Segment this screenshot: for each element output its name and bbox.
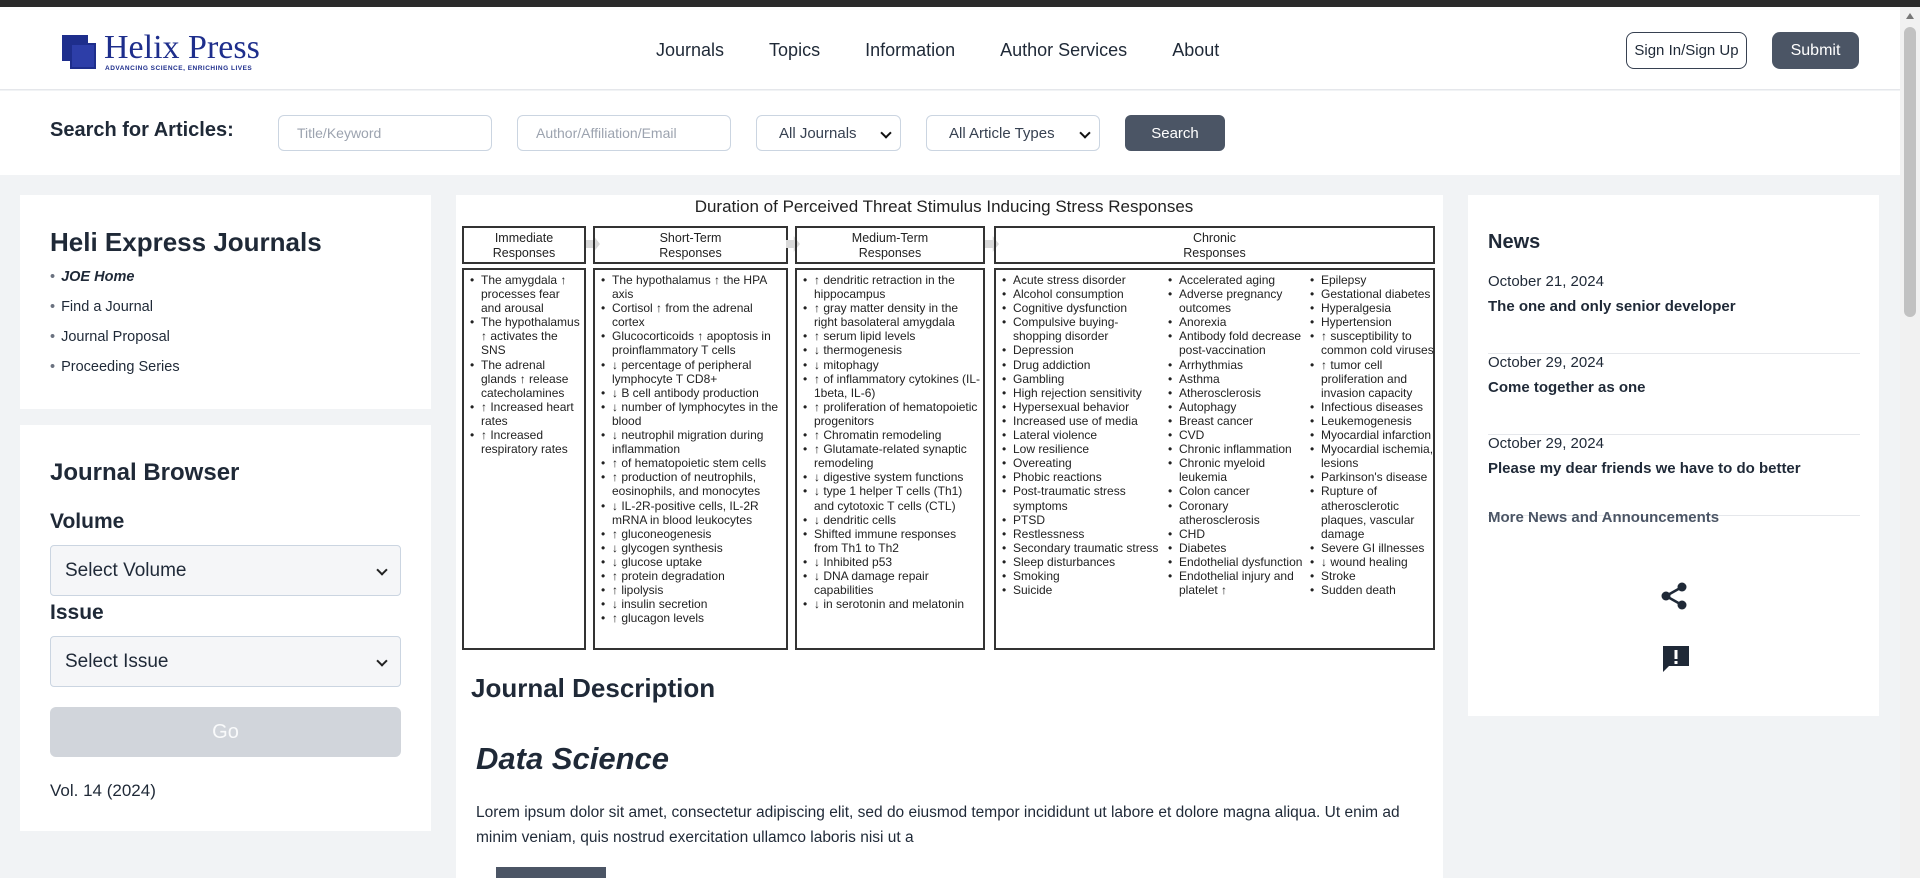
response-item: • Sudden death xyxy=(1306,583,1434,597)
chevron-down-icon xyxy=(376,655,387,666)
article-search-bar xyxy=(0,91,1900,175)
news-item[interactable] xyxy=(1488,435,1860,516)
response-item: • Colon cancer xyxy=(1164,484,1306,498)
response-item: • The amygdala ↑ processes fear and arousal xyxy=(466,273,582,315)
short-term-responses-box xyxy=(593,268,788,650)
response-item: • ↓ number of lymphocytes in the blood xyxy=(597,400,785,428)
response-item: • ↑ of inflammatory cytokines (IL-1beta, IL-6) xyxy=(799,372,983,400)
window-top-bar xyxy=(0,0,1920,7)
journals-select-value: All Journals xyxy=(779,124,857,142)
response-item: • Gestational diabetes xyxy=(1306,287,1434,301)
nav-topics[interactable]: Topics xyxy=(769,40,821,60)
logo-tagline: ADVANCING SCIENCE, ENRICHING LIVES xyxy=(105,65,253,72)
news-title: News xyxy=(1488,231,1541,253)
response-item: • Epilepsy xyxy=(1306,273,1434,287)
issue-select[interactable] xyxy=(50,636,401,687)
response-item: • ↑ dendritic retraction in the hippocampus xyxy=(799,273,983,301)
response-item: • ↑ of hematopoietic stem cells xyxy=(597,456,785,470)
response-item: • Severe GI illnesses xyxy=(1306,541,1434,555)
volume-select[interactable] xyxy=(50,545,401,596)
response-item: • CVD xyxy=(1164,428,1306,442)
response-item: • ↑ serum lipid levels xyxy=(799,329,983,343)
response-item: • ↑ lipolysis xyxy=(597,583,785,597)
keyword-input[interactable] xyxy=(278,115,492,151)
response-item: • ↑ Increased heart rates xyxy=(466,400,582,428)
response-item: • Stroke xyxy=(1306,569,1434,583)
response-item: • Breast cancer xyxy=(1164,414,1306,428)
issue-select-value: Select Issue xyxy=(65,650,169,672)
medium-term-responses-box xyxy=(795,268,985,650)
journals-title: Heli Express Journals xyxy=(50,227,322,257)
helix-press-logo[interactable] xyxy=(62,27,262,75)
article-types-select-value: All Article Types xyxy=(949,124,1055,142)
journal-link-find[interactable]: • Find a Journal xyxy=(50,299,153,315)
response-item: • The hypothalamus ↑ the HPA axis xyxy=(597,273,785,301)
response-item: • Adverse pregnancy outcomes xyxy=(1164,287,1306,315)
response-item: • ↓ percentage of peripheral lymphocyte T CD8+ xyxy=(597,358,785,386)
response-item: • PTSD xyxy=(998,513,1160,527)
search-button[interactable]: Search xyxy=(1125,115,1225,151)
response-item: • ↓ thermogenesis xyxy=(799,343,983,357)
news-date: October 21, 2024 xyxy=(1488,273,1604,290)
response-item: • ↑ Glutamate-related synaptic remodeling xyxy=(799,442,983,470)
response-item: • Drug addiction xyxy=(998,358,1160,372)
journal-browser-card xyxy=(20,425,431,831)
current-volume[interactable]: Vol. 14 (2024) xyxy=(50,781,156,800)
response-item: • Hypersexual behavior xyxy=(998,400,1160,414)
phase-immediate: Immediate Responses xyxy=(462,226,586,264)
response-item: • Myocardial infarction xyxy=(1306,428,1434,442)
news-item[interactable] xyxy=(1488,354,1860,435)
response-item: • ↑ glucagon levels xyxy=(597,611,785,625)
response-item: • Cognitive dysfunction xyxy=(998,301,1160,315)
response-item: • Hypertension xyxy=(1306,315,1434,329)
nav-about[interactable]: About xyxy=(1172,40,1220,60)
response-item: • Sleep disturbances xyxy=(998,555,1160,569)
response-item: • Endothelial injury and platelet ↑ xyxy=(1164,569,1306,597)
more-news-link[interactable]: More News and Announcements xyxy=(1488,509,1720,526)
response-item: • Glucocorticoids ↑ apoptosis in proinflammatory T cells xyxy=(597,329,785,357)
phase-short-term: Short-Term Responses xyxy=(593,226,788,264)
main-content xyxy=(456,195,1443,878)
share-icon[interactable] xyxy=(1658,580,1690,612)
response-item: • CHD xyxy=(1164,527,1306,541)
response-item: • Coronary atherosclerosis xyxy=(1164,499,1306,527)
scrollbar-thumb[interactable] xyxy=(1904,27,1916,317)
response-item: • Depression xyxy=(998,343,1160,357)
article-types-select[interactable] xyxy=(926,115,1100,151)
response-item: • ↑ Increased respiratory rates xyxy=(466,428,582,456)
journals-list xyxy=(50,267,180,387)
response-item: • Restlessness xyxy=(998,527,1160,541)
search-label: Search for Articles: xyxy=(50,119,234,141)
journal-link-proceedings[interactable]: • Proceeding Series xyxy=(50,359,180,375)
journal-link-proposal[interactable]: • Journal Proposal xyxy=(50,329,170,345)
response-item: • Acute stress disorder xyxy=(998,273,1160,287)
phase-chronic: Chronic Responses xyxy=(994,226,1435,264)
response-item: • Post-traumatic stress symptoms xyxy=(998,484,1160,512)
phase-medium-term: Medium-Term Responses xyxy=(795,226,985,264)
response-item: • The adrenal glands ↑ release catecholamines xyxy=(466,358,582,400)
response-item: • High rejection sensitivity xyxy=(998,386,1160,400)
response-item: • Hyperalgesia xyxy=(1306,301,1434,315)
volume-select-value: Select Volume xyxy=(65,559,187,581)
logo-mark-icon xyxy=(62,35,96,69)
journals-card xyxy=(20,195,431,409)
response-item: • Shifted immune responses from Th1 to Th2 xyxy=(799,527,983,555)
response-item: • Anorexia xyxy=(1164,315,1306,329)
response-item: • ↑ tumor cell proliferation and invasion capacity xyxy=(1306,358,1434,400)
response-item: • Accelerated aging xyxy=(1164,273,1306,287)
browser-title: Journal Browser xyxy=(50,459,240,486)
response-item: • Phobic reactions xyxy=(998,470,1160,484)
news-headline[interactable]: The one and only senior developer xyxy=(1488,298,1736,315)
response-item: • Lateral violence xyxy=(998,428,1160,442)
response-item: • Overeating xyxy=(998,456,1160,470)
response-item: • Chronic myeloid leukemia xyxy=(1164,456,1306,484)
response-item: • The hypothalamus ↑ activates the SNS xyxy=(466,315,582,357)
go-button[interactable]: Go xyxy=(50,707,401,757)
journal-link-home[interactable]: • JOE Home xyxy=(50,269,135,285)
news-date: October 29, 2024 xyxy=(1488,435,1604,452)
figure-title: Duration of Perceived Threat Stimulus Inducing Stress Responses xyxy=(694,197,1194,216)
response-item: • ↓ glucose uptake xyxy=(597,555,785,569)
response-item: • Asthma xyxy=(1164,372,1306,386)
response-item: • ↓ B cell antibody production xyxy=(597,386,785,400)
response-item: • Autophagy xyxy=(1164,400,1306,414)
nav-journals[interactable]: Journals xyxy=(656,40,725,60)
response-item: • Compulsive buying-shopping disorder xyxy=(998,315,1160,343)
response-item: • ↓ dendritic cells xyxy=(799,513,983,527)
response-item: • Rupture of atherosclerotic plaques, vascular damage xyxy=(1306,484,1434,540)
response-item: • Diabetes xyxy=(1164,541,1306,555)
news-item[interactable] xyxy=(1488,273,1860,354)
chevron-down-icon xyxy=(376,564,387,575)
response-item: • ↑ gluconeogenesis xyxy=(597,527,785,541)
feedback-report-icon[interactable] xyxy=(1660,643,1692,675)
response-item: • Alcohol consumption xyxy=(998,287,1160,301)
response-item: • ↓ mitophagy xyxy=(799,358,983,372)
scroll-up-icon[interactable] xyxy=(1906,13,1914,19)
chevron-down-icon xyxy=(880,127,891,138)
logo-name: Helix Press xyxy=(104,29,260,66)
immediate-responses-box xyxy=(462,268,586,650)
response-item: • Secondary traumatic stress xyxy=(998,541,1160,555)
response-item: • ↓ neutrophil migration during inflammation xyxy=(597,428,785,456)
response-item: • ↓ insulin secretion xyxy=(597,597,785,611)
journals-select[interactable] xyxy=(756,115,901,151)
response-item: • ↓ digestive system functions xyxy=(799,470,983,484)
response-item: • ↑ Chromatin remodeling xyxy=(799,428,983,442)
response-item: • Chronic inflammation xyxy=(1164,442,1306,456)
response-item: • ↓ Inhibited p53 xyxy=(799,555,983,569)
news-headline[interactable]: Come together as one xyxy=(1488,379,1646,396)
response-item: • ↑ susceptibility to common cold viruses xyxy=(1306,329,1434,357)
journal-description-heading: Journal Description xyxy=(471,673,716,703)
response-item: • ↑ production of neutrophils, eosinophils, and monocytes xyxy=(597,470,785,498)
response-item: • Increased use of media xyxy=(998,414,1160,428)
nav-author-services[interactable]: Author Services xyxy=(1000,40,1128,60)
journal-description-text: Lorem ipsum dolor sit amet, consectetur adipiscing elit, sed do eiusmod tempor incididunt ut labore et dolore magna aliqua. Ut enim ad minim veniam, quis nostrud exercitation ullamco laboris nisi ut a xyxy=(476,804,1400,846)
response-item: • ↓ wound healing xyxy=(1306,555,1434,569)
response-item: • Suicide xyxy=(998,583,1160,597)
response-item: • Gambling xyxy=(998,372,1160,386)
main-nav xyxy=(656,40,1264,61)
volume-label: Volume xyxy=(50,510,125,533)
response-item: • ↑ proliferation of hematopoietic progenitors xyxy=(799,400,983,428)
news-date: October 29, 2024 xyxy=(1488,354,1604,371)
response-item: • Arrhythmias xyxy=(1164,358,1306,372)
response-item: • ↑ protein degradation xyxy=(597,569,785,583)
response-item: • ↓ IL-2R-positive cells, IL-2R mRNA in blood leukocytes xyxy=(597,499,785,527)
response-item: • ↓ glycogen synthesis xyxy=(597,541,785,555)
response-item: • Myocardial ischemia, lesions xyxy=(1306,442,1434,470)
issue-label: Issue xyxy=(50,601,104,624)
response-item: • ↑ gray matter density in the right basolateral amygdala xyxy=(799,301,983,329)
cut-off-button[interactable] xyxy=(496,867,606,878)
news-card xyxy=(1468,195,1879,716)
journal-name: Data Science xyxy=(476,741,669,776)
response-item: • Cortisol ↑ from the adrenal cortex xyxy=(597,301,785,329)
response-item: • Parkinson's disease xyxy=(1306,470,1434,484)
chevron-down-icon xyxy=(1079,127,1090,138)
response-item: • Infectious diseases xyxy=(1306,400,1434,414)
response-item: • Low resilience xyxy=(998,442,1160,456)
response-item: • Endothelial dysfunction xyxy=(1164,555,1306,569)
news-headline[interactable]: Please my dear friends we have to do better xyxy=(1488,460,1801,477)
site-header xyxy=(0,7,1900,90)
sign-in-button[interactable]: Sign In/Sign Up xyxy=(1626,32,1747,69)
author-input[interactable] xyxy=(517,115,731,151)
response-item: • Atherosclerosis xyxy=(1164,386,1306,400)
response-item: • ↓ DNA damage repair capabilities xyxy=(799,569,983,597)
response-item: • Antibody fold decrease post-vaccination xyxy=(1164,329,1306,357)
response-item: • Smoking xyxy=(998,569,1160,583)
response-item: • ↓ type 1 helper T cells (Th1) and cytotoxic T cells (CTL) xyxy=(799,484,983,512)
nav-information[interactable]: Information xyxy=(865,40,956,60)
submit-button[interactable]: Submit xyxy=(1772,32,1859,69)
page-scrollbar[interactable] xyxy=(1900,7,1920,878)
response-item: • Leukemogenesis xyxy=(1306,414,1434,428)
chronic-responses-box xyxy=(994,268,1435,650)
response-item: • ↓ in serotonin and melatonin xyxy=(799,597,983,611)
